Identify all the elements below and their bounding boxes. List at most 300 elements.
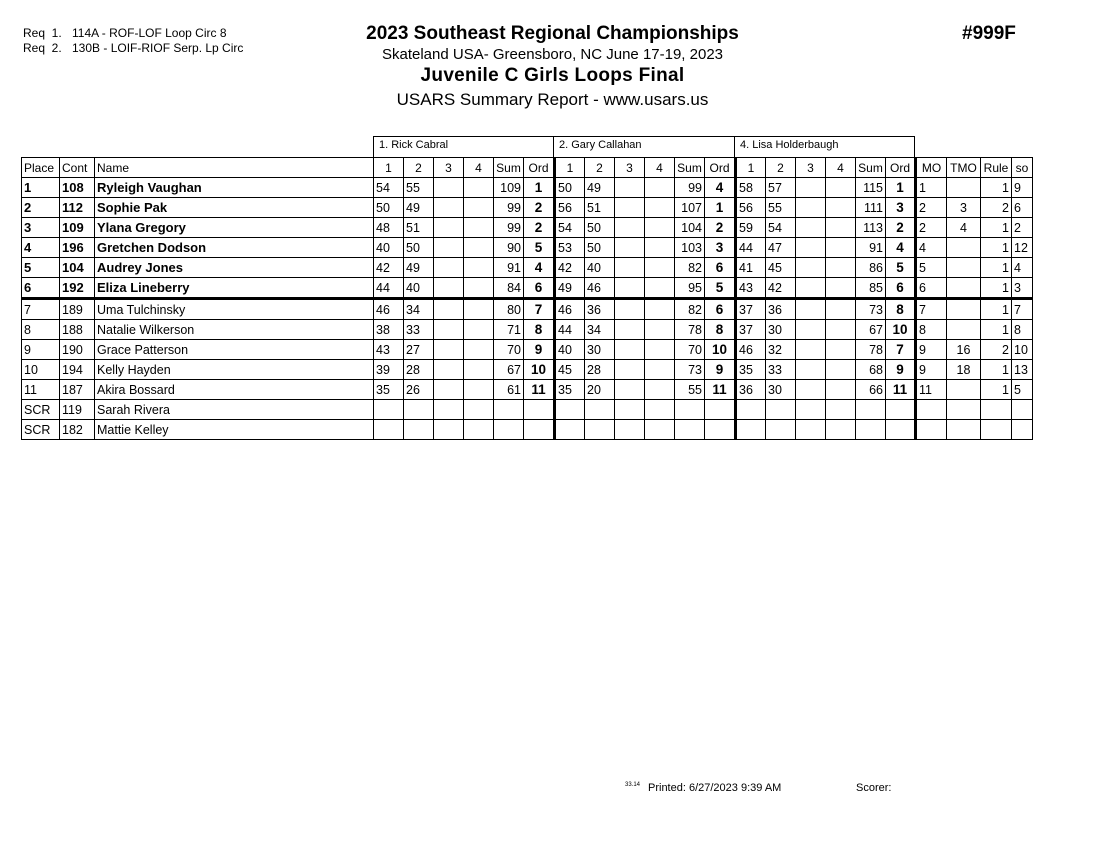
score-cell: [434, 420, 464, 440]
score-cell: [826, 340, 856, 360]
score-cell: [615, 278, 645, 299]
rule-cell: 2: [981, 198, 1012, 218]
cont-header: Cont: [60, 158, 95, 178]
tmo-cell: 4: [947, 218, 981, 238]
rule-cell: 1: [981, 218, 1012, 238]
ordinal-cell: 11: [524, 380, 555, 400]
ordinal-cell: [705, 420, 736, 440]
score-cell: 40: [585, 258, 615, 278]
place-cell: 1: [22, 178, 60, 198]
tmo-cell: [947, 299, 981, 320]
mo-cell: 1: [916, 178, 947, 198]
score-cell: [434, 299, 464, 320]
extra-column-header: so: [1012, 158, 1033, 178]
score-cell: 35: [555, 380, 585, 400]
score-cell: [374, 420, 404, 440]
cont-cell: 190: [60, 340, 95, 360]
judge-column-header: Ord: [886, 158, 916, 178]
score-cell: 49: [555, 278, 585, 299]
score-cell: [434, 340, 464, 360]
score-cell: 57: [766, 178, 796, 198]
score-cell: 48: [374, 218, 404, 238]
column-header-row: [22, 158, 1033, 178]
tmo-cell: 3: [947, 198, 981, 218]
score-cell: 49: [404, 258, 434, 278]
name-cell: Audrey Jones: [95, 258, 374, 278]
score-cell: 54: [374, 178, 404, 198]
cont-cell: 119: [60, 400, 95, 420]
judge-column-header: 4: [826, 158, 856, 178]
ordinal-cell: 9: [705, 360, 736, 380]
score-cell: [615, 420, 645, 440]
score-cell: [464, 340, 494, 360]
score-cell: 56: [736, 198, 766, 218]
score-cell: [826, 320, 856, 340]
score-cell: [464, 320, 494, 340]
score-cell: [826, 400, 856, 420]
score-cell: 28: [404, 360, 434, 380]
score-cell: 47: [766, 238, 796, 258]
ordinal-cell: 4: [705, 178, 736, 198]
ordinal-cell: 7: [886, 340, 916, 360]
name-header: Name: [95, 158, 374, 178]
score-cell: 45: [766, 258, 796, 278]
table-row: [22, 238, 1033, 258]
score-cell: 30: [585, 340, 615, 360]
table-row: [22, 340, 1033, 360]
score-cell: [796, 299, 826, 320]
score-cell: 55: [404, 178, 434, 198]
judge-column-header: 2: [585, 158, 615, 178]
cont-cell: 187: [60, 380, 95, 400]
place-cell: 4: [22, 238, 60, 258]
score-cell: [464, 380, 494, 400]
ordinal-cell: 4: [524, 258, 555, 278]
ordinal-cell: 11: [886, 380, 916, 400]
score-cell: [796, 178, 826, 198]
score-cell: [615, 320, 645, 340]
ordinal-cell: 3: [886, 198, 916, 218]
score-cell: [736, 400, 766, 420]
ordinal-cell: 6: [524, 278, 555, 299]
sum-cell: 67: [856, 320, 886, 340]
score-cell: [645, 278, 675, 299]
so-cell: 9: [1012, 178, 1033, 198]
ordinal-cell: [524, 400, 555, 420]
score-cell: [434, 380, 464, 400]
score-cell: 40: [374, 238, 404, 258]
requirement-2: [23, 41, 243, 55]
sum-cell: 104: [675, 218, 705, 238]
cont-cell: 108: [60, 178, 95, 198]
score-cell: 39: [374, 360, 404, 380]
so-cell: 6: [1012, 198, 1033, 218]
sum-cell: 78: [675, 320, 705, 340]
score-cell: 45: [555, 360, 585, 380]
report-code: 33.14: [625, 782, 641, 788]
score-cell: 41: [736, 258, 766, 278]
sum-cell: 107: [675, 198, 705, 218]
score-cell: [796, 278, 826, 299]
mo-cell: 9: [916, 360, 947, 380]
score-cell: [555, 420, 585, 440]
name-cell: Kelly Hayden: [95, 360, 374, 380]
score-cell: [464, 218, 494, 238]
score-cell: 50: [404, 238, 434, 258]
requirement-text: 130B - LOIF-RIOF Serp. Lp Circ: [72, 41, 244, 55]
tmo-cell: 18: [947, 360, 981, 380]
sum-cell: 103: [675, 238, 705, 258]
name-cell: Sophie Pak: [95, 198, 374, 218]
score-cell: 33: [766, 360, 796, 380]
judge-name-2: 2. Gary Callahan: [554, 136, 735, 158]
score-cell: [434, 238, 464, 258]
sum-cell: 86: [856, 258, 886, 278]
ordinal-cell: 1: [886, 178, 916, 198]
name-cell: Ylana Gregory: [95, 218, 374, 238]
rule-cell: [981, 420, 1012, 440]
sum-cell: 95: [675, 278, 705, 299]
score-cell: [404, 420, 434, 440]
sum-cell: 99: [494, 198, 524, 218]
score-cell: [585, 400, 615, 420]
requirement-1: [23, 26, 227, 40]
score-cell: 51: [404, 218, 434, 238]
score-cell: [464, 278, 494, 299]
judge-column-header: 3: [615, 158, 645, 178]
tmo-cell: [947, 178, 981, 198]
place-cell: 8: [22, 320, 60, 340]
cont-cell: 196: [60, 238, 95, 258]
score-cell: [434, 178, 464, 198]
score-cell: 42: [374, 258, 404, 278]
score-cell: [645, 420, 675, 440]
score-cell: 42: [766, 278, 796, 299]
score-cell: 26: [404, 380, 434, 400]
score-cell: 46: [374, 299, 404, 320]
sum-cell: 73: [675, 360, 705, 380]
ordinal-cell: 5: [886, 258, 916, 278]
judge-column-header: 3: [796, 158, 826, 178]
mo-cell: 2: [916, 218, 947, 238]
score-cell: 42: [555, 258, 585, 278]
ordinal-cell: 4: [886, 238, 916, 258]
table-row: [22, 178, 1033, 198]
sum-cell: 84: [494, 278, 524, 299]
ordinal-cell: 2: [524, 198, 555, 218]
tmo-cell: [947, 278, 981, 299]
results-table: [21, 157, 1033, 440]
score-cell: 50: [374, 198, 404, 218]
score-cell: 54: [766, 218, 796, 238]
extra-column-header: TMO: [947, 158, 981, 178]
table-row: [22, 258, 1033, 278]
competition-title: 2023 Southeast Regional Championships: [366, 23, 739, 44]
ordinal-cell: 2: [705, 218, 736, 238]
results-body: [22, 158, 1033, 440]
score-cell: [796, 320, 826, 340]
name-cell: Eliza Lineberry: [95, 278, 374, 299]
sum-cell: 91: [494, 258, 524, 278]
judge-column-header: Sum: [856, 158, 886, 178]
score-cell: [645, 340, 675, 360]
score-cell: [464, 178, 494, 198]
judge-column-header: 2: [404, 158, 434, 178]
table-row: [22, 380, 1033, 400]
tmo-cell: 16: [947, 340, 981, 360]
table-row: [22, 400, 1033, 420]
score-cell: 49: [585, 178, 615, 198]
score-cell: [796, 198, 826, 218]
score-cell: [434, 258, 464, 278]
ordinal-cell: 8: [705, 320, 736, 340]
tmo-cell: [947, 320, 981, 340]
sum-cell: 80: [494, 299, 524, 320]
ordinal-cell: 10: [705, 340, 736, 360]
score-cell: [615, 380, 645, 400]
mo-cell: 4: [916, 238, 947, 258]
place-cell: 11: [22, 380, 60, 400]
sum-cell: 85: [856, 278, 886, 299]
score-cell: 36: [766, 299, 796, 320]
place-cell: 6: [22, 278, 60, 299]
score-cell: [464, 238, 494, 258]
score-cell: [464, 299, 494, 320]
score-cell: 50: [585, 218, 615, 238]
score-cell: [434, 400, 464, 420]
table-row: [22, 278, 1033, 299]
score-cell: [796, 380, 826, 400]
score-cell: 43: [736, 278, 766, 299]
score-cell: [826, 360, 856, 380]
score-cell: [645, 320, 675, 340]
sum-cell: [494, 420, 524, 440]
judge-column-header: Sum: [675, 158, 705, 178]
rule-cell: 1: [981, 299, 1012, 320]
so-cell: 7: [1012, 299, 1033, 320]
sum-cell: 109: [494, 178, 524, 198]
ordinal-cell: 11: [705, 380, 736, 400]
table-row: [22, 360, 1033, 380]
score-cell: [615, 400, 645, 420]
so-cell: 2: [1012, 218, 1033, 238]
judge-column-header: Ord: [705, 158, 736, 178]
tmo-cell: [947, 400, 981, 420]
sum-cell: 82: [675, 258, 705, 278]
score-cell: 46: [736, 340, 766, 360]
score-cell: [615, 238, 645, 258]
sum-cell: [856, 400, 886, 420]
score-cell: [826, 218, 856, 238]
score-cell: [645, 360, 675, 380]
score-cell: 44: [374, 278, 404, 299]
sum-cell: 99: [675, 178, 705, 198]
event-title: Juvenile C Girls Loops Final: [420, 65, 685, 86]
score-cell: [404, 400, 434, 420]
table-row: [22, 299, 1033, 320]
ordinal-cell: [886, 400, 916, 420]
ordinal-cell: 6: [705, 258, 736, 278]
ordinal-cell: 2: [886, 218, 916, 238]
score-cell: [826, 299, 856, 320]
score-cell: 50: [585, 238, 615, 258]
score-cell: 43: [374, 340, 404, 360]
place-cell: 10: [22, 360, 60, 380]
sum-cell: 71: [494, 320, 524, 340]
so-cell: 3: [1012, 278, 1033, 299]
tmo-cell: [947, 420, 981, 440]
score-cell: [826, 380, 856, 400]
so-cell: [1012, 400, 1033, 420]
score-cell: [796, 258, 826, 278]
judge-column-header: 2: [766, 158, 796, 178]
score-cell: 30: [766, 380, 796, 400]
score-cell: [826, 420, 856, 440]
score-cell: [555, 400, 585, 420]
score-cell: [796, 340, 826, 360]
mo-cell: 11: [916, 380, 947, 400]
score-cell: [615, 360, 645, 380]
so-cell: [1012, 420, 1033, 440]
table-row: [22, 198, 1033, 218]
cont-cell: 104: [60, 258, 95, 278]
score-cell: [766, 400, 796, 420]
score-cell: 49: [404, 198, 434, 218]
score-cell: [645, 178, 675, 198]
score-cell: [796, 360, 826, 380]
score-cell: 46: [585, 278, 615, 299]
rule-cell: 1: [981, 258, 1012, 278]
rule-cell: 1: [981, 380, 1012, 400]
rule-cell: 1: [981, 320, 1012, 340]
cont-cell: 182: [60, 420, 95, 440]
ordinal-cell: 8: [524, 320, 555, 340]
mo-cell: [916, 400, 947, 420]
score-cell: [645, 198, 675, 218]
score-cell: 30: [766, 320, 796, 340]
name-cell: Grace Patterson: [95, 340, 374, 360]
score-cell: 33: [404, 320, 434, 340]
score-cell: [796, 420, 826, 440]
score-cell: 37: [736, 299, 766, 320]
sum-cell: 113: [856, 218, 886, 238]
judge-column-header: 1: [555, 158, 585, 178]
sum-cell: 61: [494, 380, 524, 400]
score-cell: [796, 238, 826, 258]
score-cell: [615, 218, 645, 238]
judge-column-header: 4: [464, 158, 494, 178]
mo-cell: 7: [916, 299, 947, 320]
judge-column-header: Ord: [524, 158, 555, 178]
ordinal-cell: 8: [886, 299, 916, 320]
score-cell: [585, 420, 615, 440]
mo-cell: [916, 420, 947, 440]
ordinal-cell: 1: [705, 198, 736, 218]
cont-cell: 188: [60, 320, 95, 340]
requirement-label: Req 2.: [23, 41, 62, 55]
score-cell: 50: [555, 178, 585, 198]
so-cell: 12: [1012, 238, 1033, 258]
tmo-cell: [947, 258, 981, 278]
sum-cell: [675, 400, 705, 420]
place-header: Place: [22, 158, 60, 178]
score-cell: 27: [404, 340, 434, 360]
score-cell: [645, 258, 675, 278]
score-cell: [434, 360, 464, 380]
score-cell: 20: [585, 380, 615, 400]
ordinal-cell: 10: [524, 360, 555, 380]
score-cell: [615, 178, 645, 198]
so-cell: 10: [1012, 340, 1033, 360]
score-cell: 34: [404, 299, 434, 320]
event-number: #999F: [962, 23, 1016, 44]
judge-headers: [373, 136, 915, 158]
score-cell: [464, 420, 494, 440]
score-cell: [796, 218, 826, 238]
rule-cell: [981, 400, 1012, 420]
score-cell: [796, 400, 826, 420]
scorer-label: Scorer:: [856, 782, 892, 794]
score-cell: 36: [736, 380, 766, 400]
sum-cell: [494, 400, 524, 420]
score-cell: [434, 198, 464, 218]
score-cell: 35: [374, 380, 404, 400]
judge-column-header: 4: [645, 158, 675, 178]
score-cell: [434, 320, 464, 340]
score-cell: [826, 258, 856, 278]
score-cell: [826, 238, 856, 258]
venue-dates: Skateland USA- Greensboro, NC June 17-19, 2023: [381, 46, 724, 63]
sum-cell: 70: [675, 340, 705, 360]
score-cell: [615, 258, 645, 278]
place-cell: 5: [22, 258, 60, 278]
sum-cell: [856, 420, 886, 440]
rule-cell: 1: [981, 238, 1012, 258]
score-cell: 37: [736, 320, 766, 340]
score-cell: [434, 278, 464, 299]
score-cell: 44: [736, 238, 766, 258]
sum-cell: 115: [856, 178, 886, 198]
score-cell: [826, 178, 856, 198]
score-cell: [615, 299, 645, 320]
judge-column-header: Sum: [494, 158, 524, 178]
sum-cell: 78: [856, 340, 886, 360]
requirement-label: Req 1.: [23, 26, 62, 40]
score-cell: 53: [555, 238, 585, 258]
score-cell: [615, 340, 645, 360]
so-cell: 13: [1012, 360, 1033, 380]
rule-cell: 2: [981, 340, 1012, 360]
ordinal-cell: 2: [524, 218, 555, 238]
sum-cell: 55: [675, 380, 705, 400]
score-cell: [645, 238, 675, 258]
score-cell: [645, 218, 675, 238]
score-cell: 35: [736, 360, 766, 380]
sum-cell: 68: [856, 360, 886, 380]
ordinal-cell: [524, 420, 555, 440]
mo-cell: 6: [916, 278, 947, 299]
score-cell: [464, 258, 494, 278]
place-cell: 2: [22, 198, 60, 218]
score-cell: 40: [555, 340, 585, 360]
rule-cell: 1: [981, 178, 1012, 198]
sum-cell: 91: [856, 238, 886, 258]
score-cell: 51: [585, 198, 615, 218]
name-cell: Mattie Kelley: [95, 420, 374, 440]
score-cell: [826, 198, 856, 218]
place-cell: 3: [22, 218, 60, 238]
score-cell: [464, 360, 494, 380]
